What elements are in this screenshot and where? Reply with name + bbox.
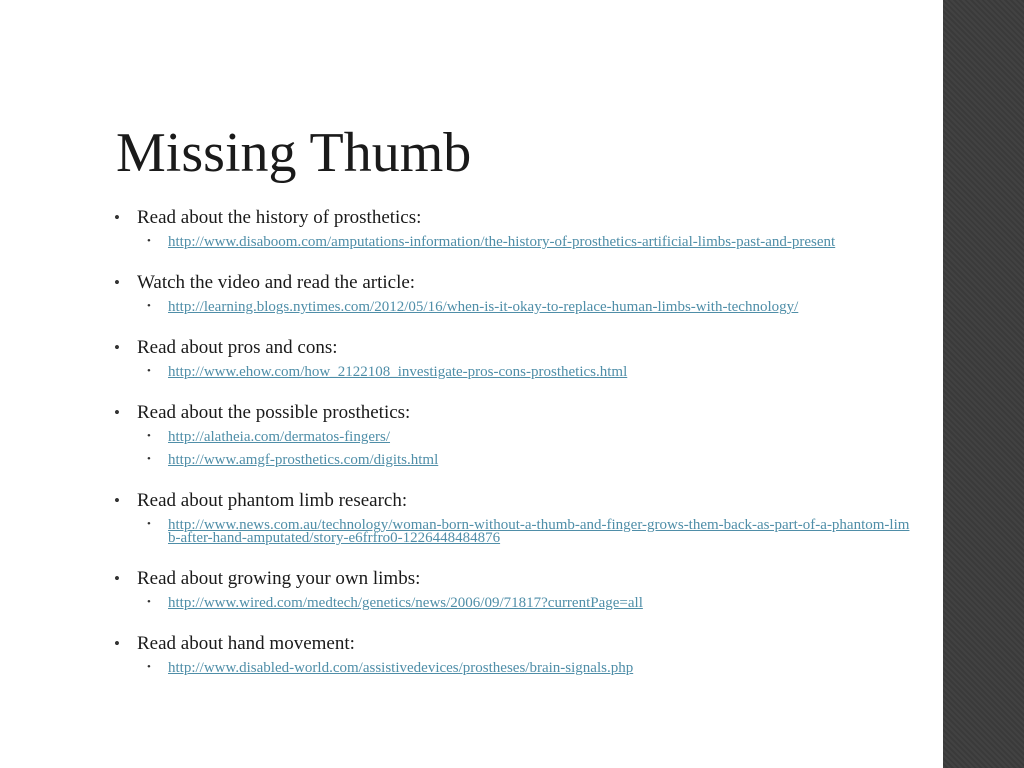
item-text: Read about growing your own limbs: <box>137 568 421 589</box>
sub-bullet-icon: • <box>147 430 151 442</box>
sub-bullet-icon: • <box>147 596 151 608</box>
bullet-icon: • <box>114 634 120 653</box>
sub-bullet-icon: • <box>147 518 151 530</box>
bullet-icon: • <box>114 491 120 510</box>
link[interactable]: http://www.news.com.au/technology/woman-born-without-a-thumb-and-finger-grows-them-back-as-part-of-a-phantom-limb-after-hand-amputated/story-e6frfro0-1226448484876 <box>168 517 910 546</box>
list-item <box>114 632 914 675</box>
link[interactable]: http://www.disabled-world.com/assistivedevices/prostheses/brain-signals.php <box>168 660 634 676</box>
link[interactable]: http://www.disaboom.com/amputations-information/the-history-of-prosthetics-artificial-limbs-past-and-present <box>168 234 836 250</box>
list-item <box>114 401 914 467</box>
sub-bullet-icon: • <box>147 453 151 465</box>
slide-title: Missing Thumb <box>116 122 472 184</box>
link[interactable]: http://www.wired.com/medtech/genetics/news/2006/09/71817?currentPage=all <box>168 595 643 611</box>
list-item <box>114 206 914 249</box>
link[interactable]: http://alatheia.com/dermatos-fingers/ <box>168 429 391 445</box>
item-text: Watch the video and read the article: <box>137 272 416 293</box>
list-item <box>114 567 914 610</box>
bullet-icon: • <box>114 403 120 422</box>
bullet-icon: • <box>114 569 120 588</box>
right-sidebar-band <box>943 0 1024 768</box>
bullet-icon: • <box>114 208 120 227</box>
sub-bullet-icon: • <box>147 661 151 673</box>
sub-bullet-icon: • <box>147 365 151 377</box>
item-text: Read about phantom limb research: <box>137 490 408 511</box>
link[interactable]: http://www.ehow.com/how_2122108_investigate-pros-cons-prosthetics.html <box>168 364 628 380</box>
bullet-list <box>114 206 914 697</box>
link[interactable]: http://learning.blogs.nytimes.com/2012/05/16/when-is-it-okay-to-replace-human-limbs-with-technology/ <box>168 299 799 315</box>
item-text: Read about the history of prosthetics: <box>137 207 422 228</box>
item-text: Read about pros and cons: <box>137 337 338 358</box>
sub-bullet-icon: • <box>147 235 151 247</box>
list-item <box>114 336 914 379</box>
item-text: Read about hand movement: <box>137 633 355 654</box>
item-text: Read about the possible prosthetics: <box>137 402 411 423</box>
bullet-icon: • <box>114 273 120 292</box>
bullet-icon: • <box>114 338 120 357</box>
sub-bullet-icon: • <box>147 300 151 312</box>
list-item <box>114 271 914 314</box>
list-item <box>114 489 914 545</box>
link[interactable]: http://www.amgf-prosthetics.com/digits.html <box>168 452 439 468</box>
